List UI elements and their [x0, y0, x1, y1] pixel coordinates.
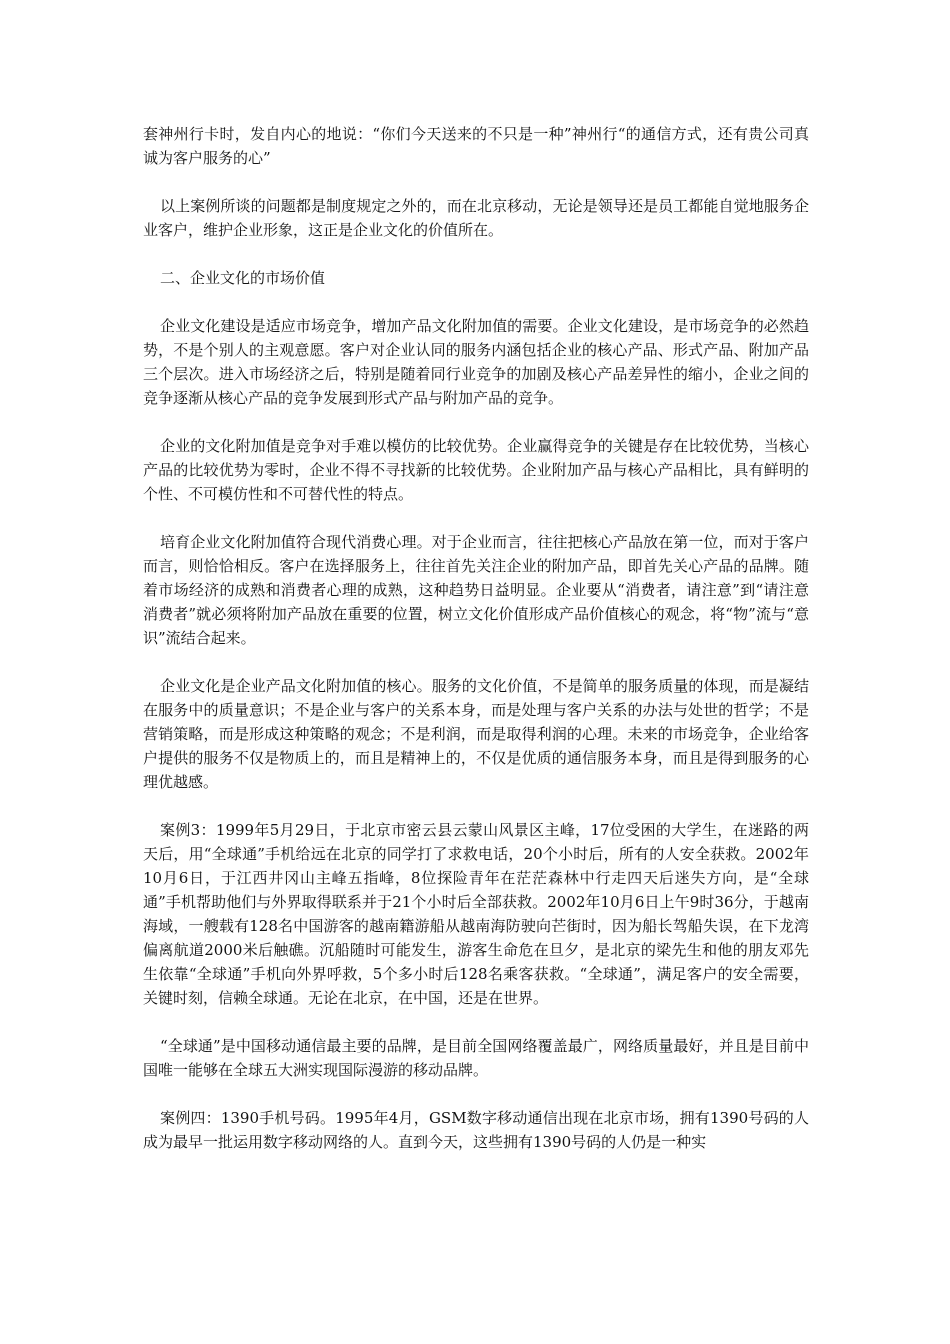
paragraph-culture-building: 企业文化建设是适应市场竞争，增加产品文化附加值的需要。企业文化建设，是市场竞争的必然趋势，不是个别人的主观意愿。客户对企业认同的服务内涵包括企业的核心产品、形式产品、附加产品三个层次。进入市场经济之后，特别是随着同行业竞争的加剧及核心产品差异性的缩小，企业之间的竞争逐渐从核心产品的竞争发展到形式产品与附加产品的竞争。 — [143, 317, 809, 407]
document-page — [143, 122, 809, 1178]
paragraph-case-4: 案例四：1390手机号码。1995年4月，GSM数字移动通信出现在北京市场，拥有1390号码的人成为最早一批运用数字移动网络的人。直到今天，这些拥有1390号码的人仍是一种实 — [143, 1109, 809, 1151]
paragraph-cultural-added-value: 企业的文化附加值是竞争对手难以模仿的比较优势。企业赢得竞争的关键是存在比较优势，当核心产品的比较优势为零时，企业不得不寻找新的比较优势。企业附加产品与核心产品相比，具有鲜明的个性、不可模仿性和不可替代性的特点。 — [143, 437, 809, 503]
paragraph-case-3: 案例3：1999年5月29日，于北京市密云县云蒙山风景区主峰，17位受困的大学生，在迷路的两天后，用“全球通”手机给远在北京的同学打了求救电话，20个小时后，所有的人安全获救。2002年10月6日，于江西井冈山主峰五指峰，8位探险青年在茫茫森林中行走四天后迷失方向，是“全球通”手机帮助他们与外界取得联系并于21个小时后全部获救。2002年10月6日上午9时36分，于越南海域，一艘载有128名中国游客的越南籍游船从越南海防驶向芒街时，因为船长驾船失误，在下龙湾偏离航道2000米后触礁。沉船随时可能发生，游客生命危在旦夕，是北京的梁先生和他的朋友邓先生依靠“全球通”手机向外界呼救，5个多小时后128名乘客获救。“全球通”，满足客户的安全需要，关键时刻，信赖全球通。无论在北京，在中国，还是在世界。 — [143, 821, 809, 1007]
paragraph-case-summary: 以上案例所谈的问题都是制度规定之外的，而在北京移动，无论是领导还是员工都能自觉地服务企业客户，维护企业形象，这正是企业文化的价值所在。 — [143, 197, 809, 239]
paragraph-culture-core: 企业文化是企业产品文化附加值的核心。服务的文化价值，不是简单的服务质量的体现，而是凝结在服务中的质量意识；不是企业与客户的关系本身，而是处理与客户关系的办法与处世的哲学；不是营销策略，而是形成这种策略的观念；不是利润，而是取得利润的心理。未来的市场竞争，企业给客户提供的服务不仅是物质上的，而且是精神上的，不仅是优质的通信服务本身，而且是得到服务的心理优越感。 — [143, 677, 809, 791]
section-heading: 二、企业文化的市场价值 — [160, 269, 326, 287]
paragraph-continuation: 套神州行卡时，发自内心的地说：“你们今天送来的不只是一种”神州行“的通信方式，还有贵公司真诚为客户服务的心” — [143, 125, 809, 167]
paragraph-consumer-psychology: 培育企业文化附加值符合现代消费心理。对于企业而言，往往把核心产品放在第一位，而对于客户而言，则恰恰相反。客户在选择服务上，往往首先关注企业的附加产品，即首先关心产品的品牌。随着市场经济的成熟和消费者心理的成熟，这种趋势日益明显。企业要从“消费者，请注意”到“请注意消费者”就必须将附加产品放在重要的位置，树立文化价值形成产品价值核心的观念，将“物”流与“意识”流结合起来。 — [143, 533, 809, 647]
paragraph-brand-description: “全球通”是中国移动通信最主要的品牌，是目前全国网络覆盖最广，网络质量最好，并且是目前中国唯一能够在全球五大洲实现国际漫游的移动品牌。 — [143, 1037, 809, 1079]
